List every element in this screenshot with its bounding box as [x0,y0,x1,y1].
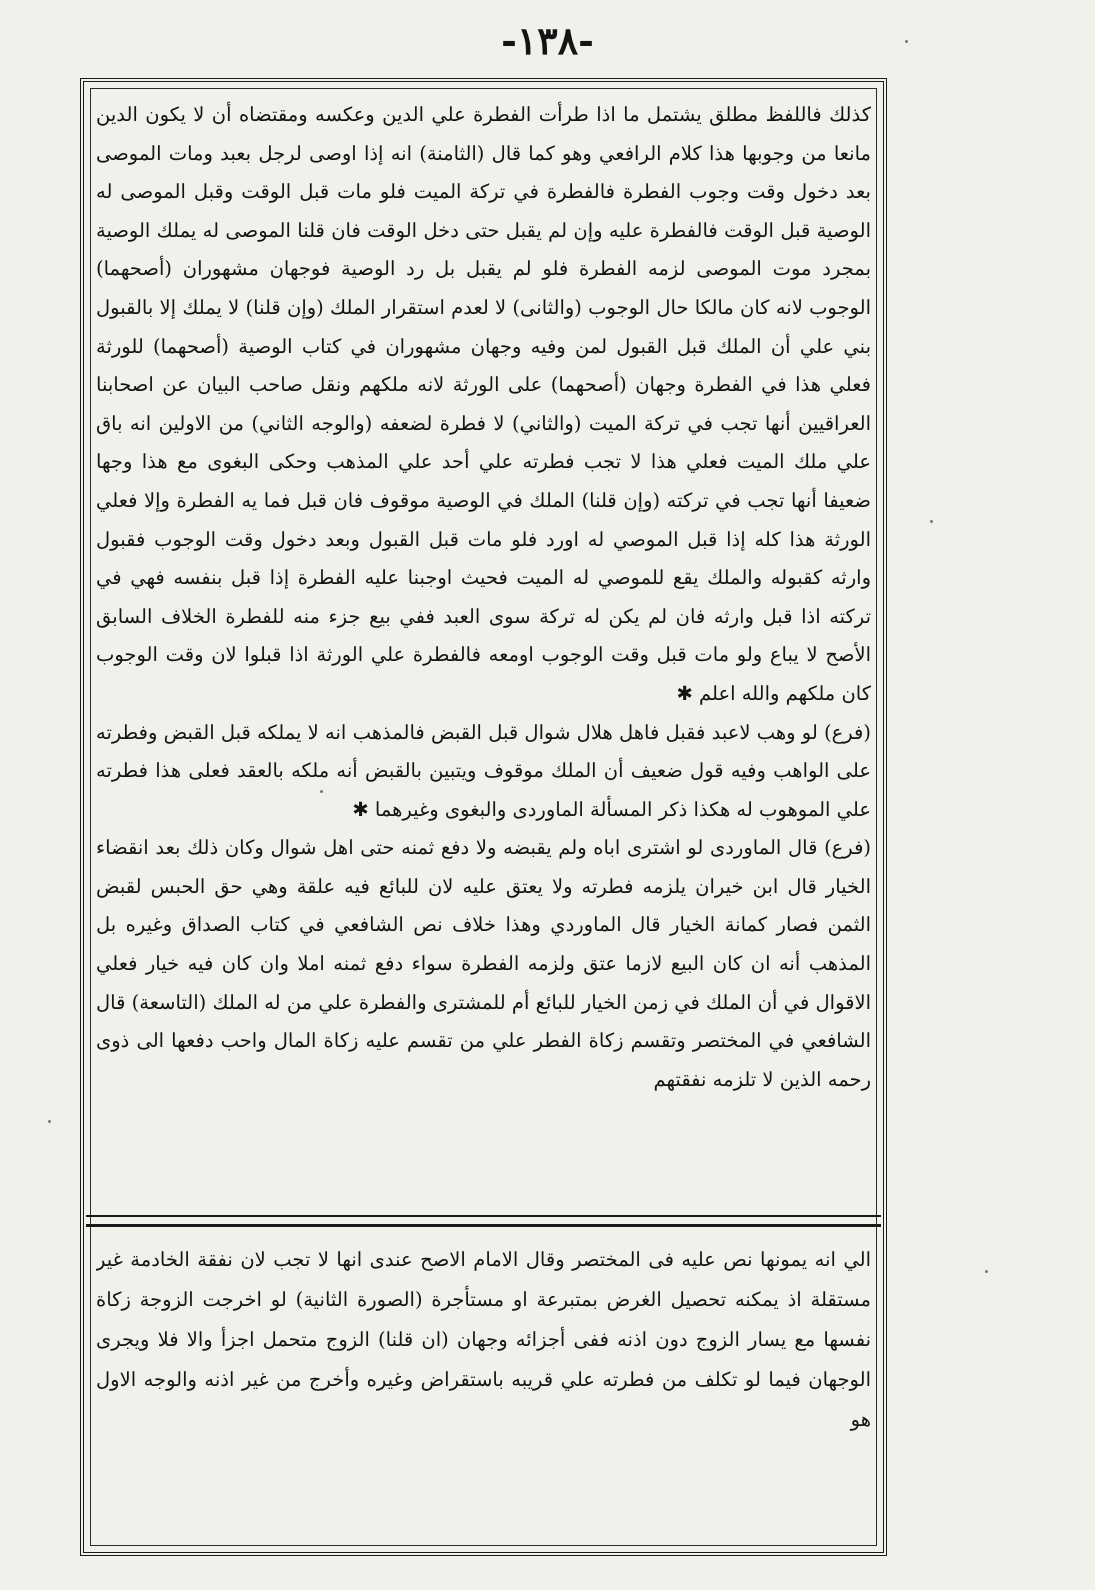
footnote-block [96,1240,871,1540]
paper-speck [320,790,323,793]
main-text-block [96,96,871,1206]
paper-speck [985,1270,988,1273]
main-paragraph: كذلك فاللفظ مطلق يشتمل ما اذا طرأت الفطرة علي الدين وعكسه ومقتضاه أن لا يكون الدين مانعا من وجوبها هذا كلام الرافعي وهو كما قال (الثامنة) انه إذا اوصى لرجل بعبد ومات الموصى بعد دخول وقت وجوب الفطرة فالفطرة في تركة الميت فلو مات قبل الوقت وقبل الموصى له الوصية قبل الوقت فالفطرة عليه وإن لم يقبل حتى دخل الوقت فان قلنا الموصى له يملك الوصية بمجرد موت الموصى لزمه الفطرة فلو لم يقبل بل رد الوصية فوجهان مشهوران (أصحهما) الوجوب لانه كان مالكا حال الوجوب (والثانى) لا لعدم استقرار الملك (وإن قلنا) لا يملك إلا بالقبول بني علي أن الملك قبل القبول لمن وفيه وجهان مشهوران في كتاب الوصية (أصحهما) للورثة فعلي هذا في الفطرة وجهان (أصحهما) على الورثة لانه ملكهم ونقل صاحب البيان عن اصحابنا العراقيين أنها تجب في تركة الميت (والثاني) لا فطرة لضعفه (والوجه الثاني) من الاولين انه باق علي ملك الميت فعلي هذا لا تجب فطرته علي أحد علي المذهب وحكى البغوى مع هذا وجها ضعيفا أنها تجب في تركته (وإن قلنا) الملك في الوصية موقوف فان قبل فما يه الفطرة وإلا فعلي الورثة هذا كله إذا قبل الموصي له اورد فلو مات قبل القبول وبعد دخول وقت الوجوب فقبول وارثه كقبوله والملك يقع للموصي له الميت فحيث اوجبنا عليه الفطرة إذا قبل بنفسه فهي في تركته اذا قبل وارثه فان لم يكن له تركة سوى العبد ففي بيع جزء منه للفطرة الخلاف السابق الأصح لا يباع ولو مات قبل وقت الوجوب اومعه فالفطرة علي الورثة اذا قبلوا لان وقت الوجوب كان ملكهم والله اعلم ✱ [96,103,871,705]
footnote-separator-bottom [86,1224,881,1227]
footnote-separator-top [86,1215,881,1217]
paper-speck [48,1120,51,1123]
paper-speck [905,40,908,43]
footnote-paragraph: الي انه يمونها نص عليه فى المختصر وقال الامام الاصح عندى انها لا تجب لان نفقة الخادمة غير مستقلة اذ يمكنه تحصيل الغرض بمتبرعة او مستأجرة (الصورة الثانية) لو اخرجت الزوجة زكاة نفسها مع يسار الزوج دون اذنه ففى أجزائه وجهان (ان قلنا) الزوج متحمل اجزأ والا فلا ويجرى الوجهان فيما لو تكلف من فطرته علي قريبه باستقراض وغيره وأخرج من غير اذنه والوجه الاول هو [96,1248,871,1431]
fara-paragraph-2: (فرع) قال الماوردى لو اشترى اباه ولم يقبضه ولا دفع ثمنه حتى اهل شوال وكان ذلك بعد انقضاء الخيار قال ابن خيران يلزمه فطرته ولا يعتق عليه لان للبائع فيه علقة وهي حق الحبس لقبض الثمن فصار كمانة الخيار قال الماوردي وهذا خلاف نص الشافعي في كتاب الصداق وغيره بل المذهب أنه ان كان البيع لازما عتق ولزمه الفطرة سواء دفع ثمنه املا وان كان فيه خيار فعلي الاقوال في أن الملك في زمن الخيار للبائع أم للمشترى والفطرة علي من له الملك (التاسعة) قال الشافعي في المختصر وتقسم زكاة الفطر علي من تقسم عليه زكاة المال واحب دفعها الى ذوى رحمه الذين لا تلزمه نفقتهم [96,836,871,1091]
fara-paragraph-1: (فرع) لو وهب لاعبد فقبل فاهل هلال شوال قبل القبض فالمذهب انه لا يملكه قبل القبض وفطرته على الواهب وفيه قول ضعيف أن الملك موقوف ويتبين بالقبض أنه ملكه بالعقد فعلى هذا فطرته علي الموهوب له هكذا ذكر المسألة الماوردى والبغوى وغيرهما ✱ [96,720,871,821]
page-number: -١٣٨- [501,18,594,63]
paper-speck [930,520,933,523]
